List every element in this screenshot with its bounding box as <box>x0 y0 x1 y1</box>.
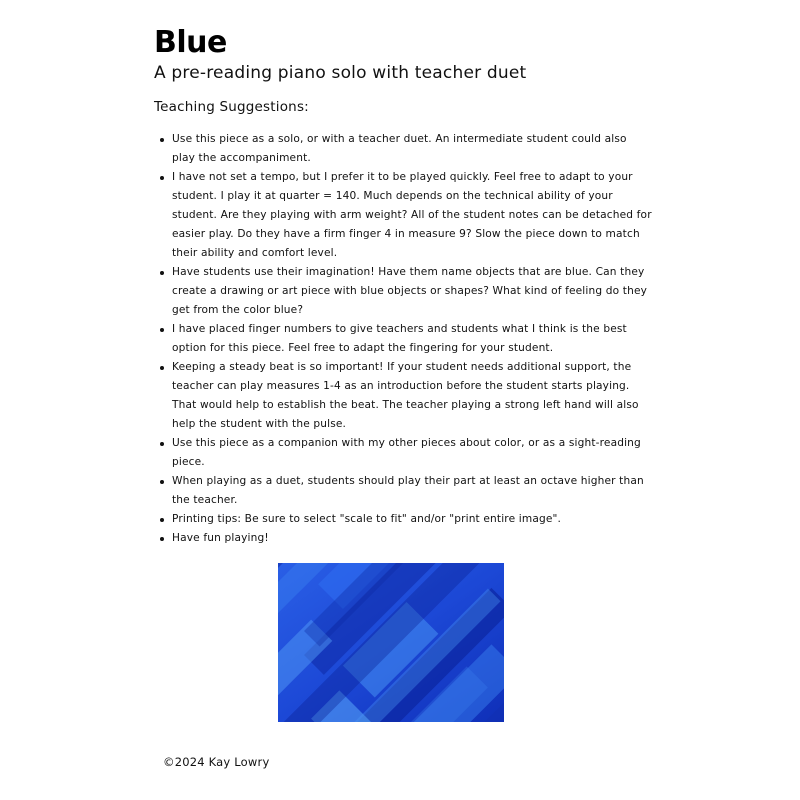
list-item: Use this piece as a companion with my other pieces about color, or as a sight-reading piece. <box>172 434 652 472</box>
copyright-footer: ©2024 Kay Lowry <box>163 755 270 769</box>
list-item: Use this piece as a solo, or with a teacher duet. An intermediate student could also play the accompaniment. <box>172 130 652 168</box>
teaching-suggestions-list <box>154 130 652 548</box>
list-item: I have placed finger numbers to give teachers and students what I think is the best option for this piece. Feel free to adapt the fingering for your student. <box>172 320 652 358</box>
list-item: I have not set a tempo, but I prefer it to be played quickly. Feel free to adapt to your student. I play it at quarter = 140. Much depends on the technical ability of your student. Are they playing with arm weight? All of the student notes can be detached for easier play. Do they have a firm finger 4 in measure 9? Slow the piece down to match their ability and comfort level. <box>172 168 652 263</box>
list-item: Have fun playing! <box>172 529 652 548</box>
list-item: Printing tips: Be sure to select "scale to fit" and/or "print entire image". <box>172 510 652 529</box>
list-item: Have students use their imagination! Have them name objects that are blue. Can they create a drawing or art piece with blue objects or shapes? What kind of feeling do they get from the color blue? <box>172 263 652 320</box>
list-item: Keeping a steady beat is so important! If your student needs additional support, the teacher can play measures 1-4 as an introduction before the student starts playing. That would help to establish the beat. The teacher playing a strong left hand will also help the student with the pulse. <box>172 358 652 434</box>
teaching-suggestions-heading: Teaching Suggestions: <box>154 99 309 115</box>
list-item: When playing as a duet, students should play their part at least an octave higher than the teacher. <box>172 472 652 510</box>
blue-abstract-artwork <box>278 563 504 722</box>
page-subtitle: A pre-reading piano solo with teacher duet <box>154 63 527 83</box>
page-title: Blue <box>154 25 227 60</box>
